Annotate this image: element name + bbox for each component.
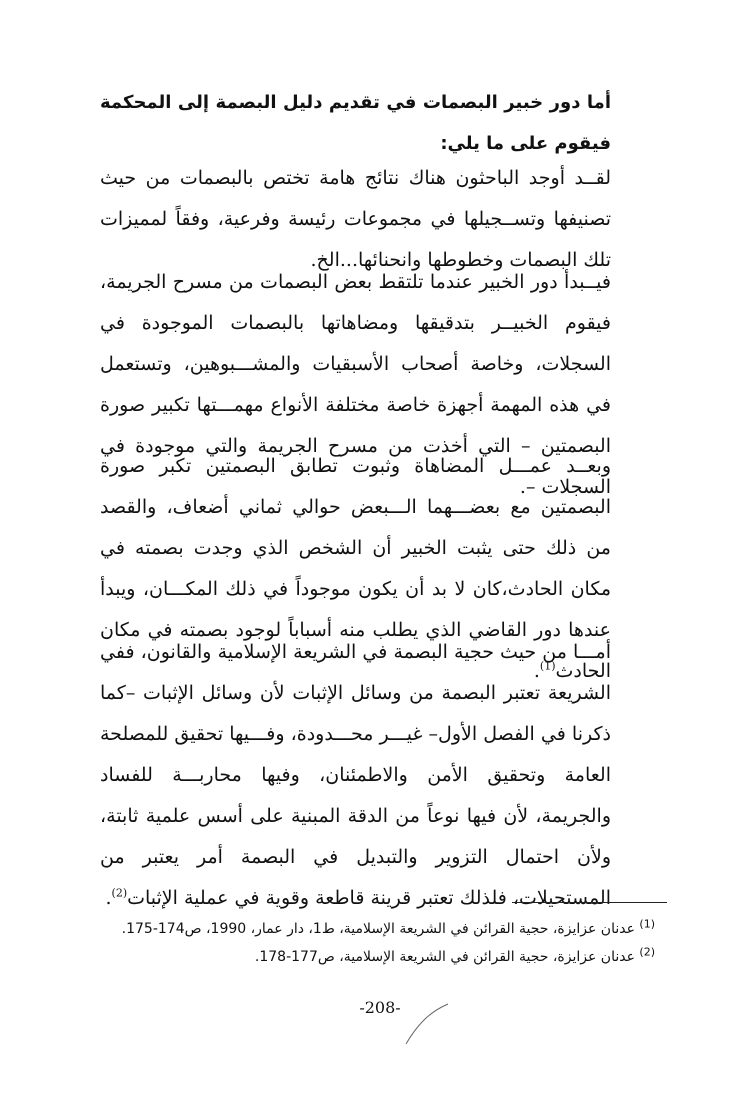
paragraph-2: فيــبدأ دور الخبير عندما تلتقط بعض البصمات من مسرح الجريمة، فيقوم الخبيــر بتدقيقها ومضاهاتها بالبصمات الموجودة في السجلات، وخاصة أصحاب الأسبقيات والمشـــبوهين، وتستعمل في هذه المهمة أجهزة خاصة مختلفة الأنواع مهمـــتها تكبير صورة البصمتين – التي أخذت من مسرح الجريمة والتي موجودة في السجلات –.: [100, 271, 611, 498]
paragraph-4-text: أمـــا من حيث حجية البصمة في الشريعة الإسلامية والقانون، ففي الشريعة تعتبر البصمة من وسائل الإثبات لأن وسائل الإثبات –كما ذكرنا في الفصل الأول– غيـــر محـــدودة، وفـــيها تحقيق للمصلحة العامة وتحقيق الأمن والاطمئنان، وفيها محاربـــة للفساد والجريمة، لأن فيها نوعاً من الدقة المبنية على أسس علمية ثابتة، ولأن احتمال التزوير والتبديل في البصمة أمر يعتبر من المستحيلات، فلذلك تعتبر قرينة قاطعة وقوية في عملية الإثبات: [100, 641, 611, 909]
paragraph-3: وبعــد عمـــل المضاهاة وثبوت تطابق البصمتين تكبر صورة البصمتين مع بعضـــهما الـــبعض حوالي ثماني أضعاف، والقصد من ذلك حتى يثبت الخبير أن الشخص الذي وجدت بصمته في مكان الحادث،كان لا بد أن يكون موجوداً في ذلك المكـــان، ويبدأ عندها دور القاضي الذي يطلب منه أسباباً لوجود بصمته في مكان الحادث$^{(1)}$.: [100, 455, 611, 682]
footnote-2-mark: (2): [639, 945, 655, 959]
footnote-1: [100, 918, 655, 940]
footnote-reference-1: (1): [539, 659, 556, 673]
paragraph-1: لقــد أوجد الباحثون هناك نتائج هامة تختص بالبصمات من حيث تصنيفها وتســجيلها في مجموعات رئيسة وفرعية، وفقاً لمميزات تلك البصمات وخطوطها وانحنائها...الخ.: [100, 167, 611, 271]
section-heading: أما دور خبير البصمات في تقديم دليل البصمة إلى المحكمة فيقوم على ما يلي:: [100, 92, 611, 154]
footnote-reference-2: (2): [111, 886, 128, 900]
footnote-2: [100, 946, 655, 968]
paragraph-3-text: وبعــد عمـــل المضاهاة وثبوت تطابق البصمتين تكبر صورة البصمتين مع بعضـــهما الـــبعض حوالي ثماني أضعاف، والقصد من ذلك حتى يثبت الخبير أن الشخص الذي وجدت بصمته في مكان الحادث،كان لا بد أن يكون موجوداً في ذلك المكـــان، ويبدأ عندها دور القاضي الذي يطلب منه أسباباً لوجود بصمته في مكان الحادث: [100, 455, 611, 682]
paragraph-4: أمـــا من حيث حجية البصمة في الشريعة الإسلامية والقانون، ففي الشريعة تعتبر البصمة من وسائل الإثبات لأن وسائل الإثبات –كما ذكرنا في الفصل الأول– غيـــر محـــدودة، وفـــيها تحقيق للمصلحة العامة وتحقيق الأمن والاطمئنان، وفيها محاربـــة للفساد والجريمة، لأن فيها نوعاً من الدقة المبنية على أسس علمية ثابتة، ولأن احتمال التزوير والتبديل في البصمة أمر يعتبر من المستحيلات، فلذلك تعتبر قرينة قاطعة وقوية في عملية الإثبات$^{(2)}$.: [100, 641, 611, 909]
footnote-1-text: عدنان عزايزة، حجية القرائن في الشريعة الإسلامية، ط1، دار عمار، 1990، ص174-175.: [121, 921, 635, 937]
footnote-2-text: عدنان عزايزة، حجية القرائن في الشريعة الإسلامية، ص177-178.: [254, 949, 635, 965]
footnote-divider: [512, 902, 667, 903]
footnote-1-mark: (1): [639, 917, 655, 931]
pen-stroke-mark: [402, 1000, 452, 1050]
page-number: -208-: [359, 998, 401, 1017]
